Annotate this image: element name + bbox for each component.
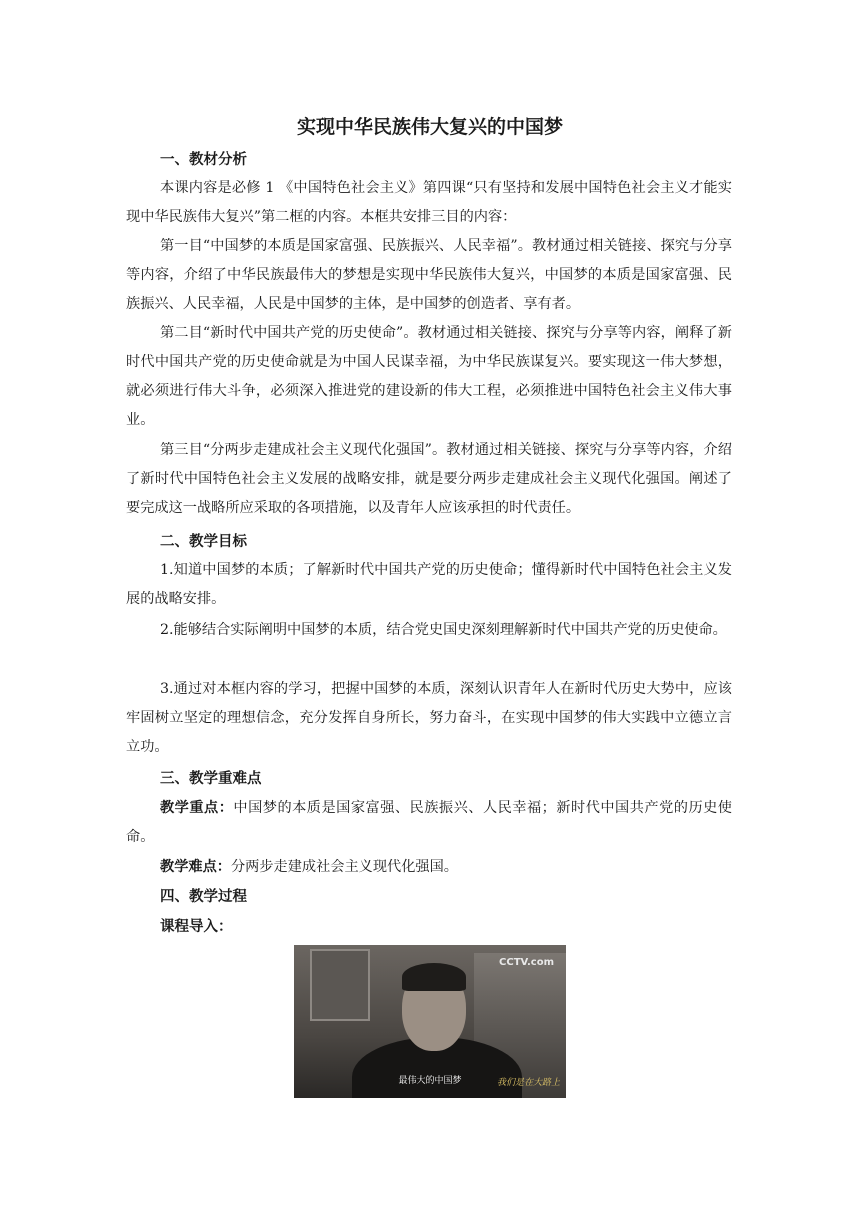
- video-caption: 最伟大的中国梦: [398, 1076, 462, 1086]
- cctv-logo: CCTV.com: [499, 957, 554, 968]
- paragraph: 3.通过对本框内容的学习，把握中国梦的本质，深刻认识青年人在新时代历史大势中，应该牢固树立坚定的理想信念，充分发挥自身所长，努力奋斗，在实现中国梦的伟大实践中立德立言立功。: [126, 681, 732, 755]
- paragraph: 本课内容是必修 1 《中国特色社会主义》第四课“只有坚持和发展中国特色社会主义才能实现中华民族伟大复兴”第二框的内容。本框共安排三目的内容：: [126, 180, 732, 225]
- difficulty-label: 教学难点：: [160, 859, 231, 875]
- section-heading-analysis: 一、教材分析: [160, 152, 247, 168]
- paragraph: 第三目“分两步走建成社会主义现代化强国”。教材通过相关链接、探究与分享等内容，介绍了新时代中国特色社会主义发展的战略安排，就是要分两步走建成社会主义现代化强国。阐述了要完成这一战略所应采取的各项措施，以及青年人应该承担的时代责任。: [126, 442, 732, 516]
- paragraph: 1.知道中国梦的本质；了解新时代中国共产党的历史使命；懂得新时代中国特色社会主义发展的战略安排。: [126, 562, 732, 607]
- video-signature: 我们是在大路上: [496, 1078, 560, 1088]
- course-intro-label: 课程导入：: [160, 919, 233, 935]
- paragraph: 第一目“中国梦的本质是国家富强、民族振兴、人民幸福”。教材通过相关链接、探究与分享等内容，介绍了中华民族最伟大的梦想是实现中华民族伟大复兴，中国梦的本质是国家富强、民族振兴、人民幸福，人民是中国梦的主体，是中国梦的创造者、享有者。: [126, 238, 732, 312]
- key-point-text: 中国梦的本质是国家富强、民族振兴、人民幸福；新时代中国共产党的历史使命。: [126, 800, 732, 845]
- document-title: 实现中华民族伟大复兴的中国梦: [296, 116, 563, 138]
- paragraph: 第二目“新时代中国共产党的历史使命”。教材通过相关链接、探究与分享等内容，阐释了新时代中国共产党的历史使命就是为中国人民谋幸福，为中华民族谋复兴。要实现这一伟大梦想，就必须进行伟大斗争，必须深入推进党的建设新的伟大工程，必须推进中国特色社会主义伟大事业。: [126, 325, 732, 428]
- paragraph-key-point: [126, 794, 732, 852]
- video-still-photo: [294, 945, 566, 1098]
- key-point-label: 教学重点：: [160, 800, 234, 816]
- paragraph: 2.能够结合实际阐明中国梦的本质，结合党史国史深刻理解新时代中国共产党的历史使命。: [160, 622, 727, 638]
- wall-frame: [310, 949, 370, 1021]
- paragraph-difficulty: [126, 853, 732, 882]
- difficulty-text: 分两步走建成社会主义现代化强国。: [230, 859, 458, 875]
- section-heading-goals: 二、教学目标: [160, 534, 247, 550]
- section-heading-process: 四、教学过程: [160, 889, 247, 905]
- section-heading-key-points: 三、教学重难点: [160, 771, 262, 787]
